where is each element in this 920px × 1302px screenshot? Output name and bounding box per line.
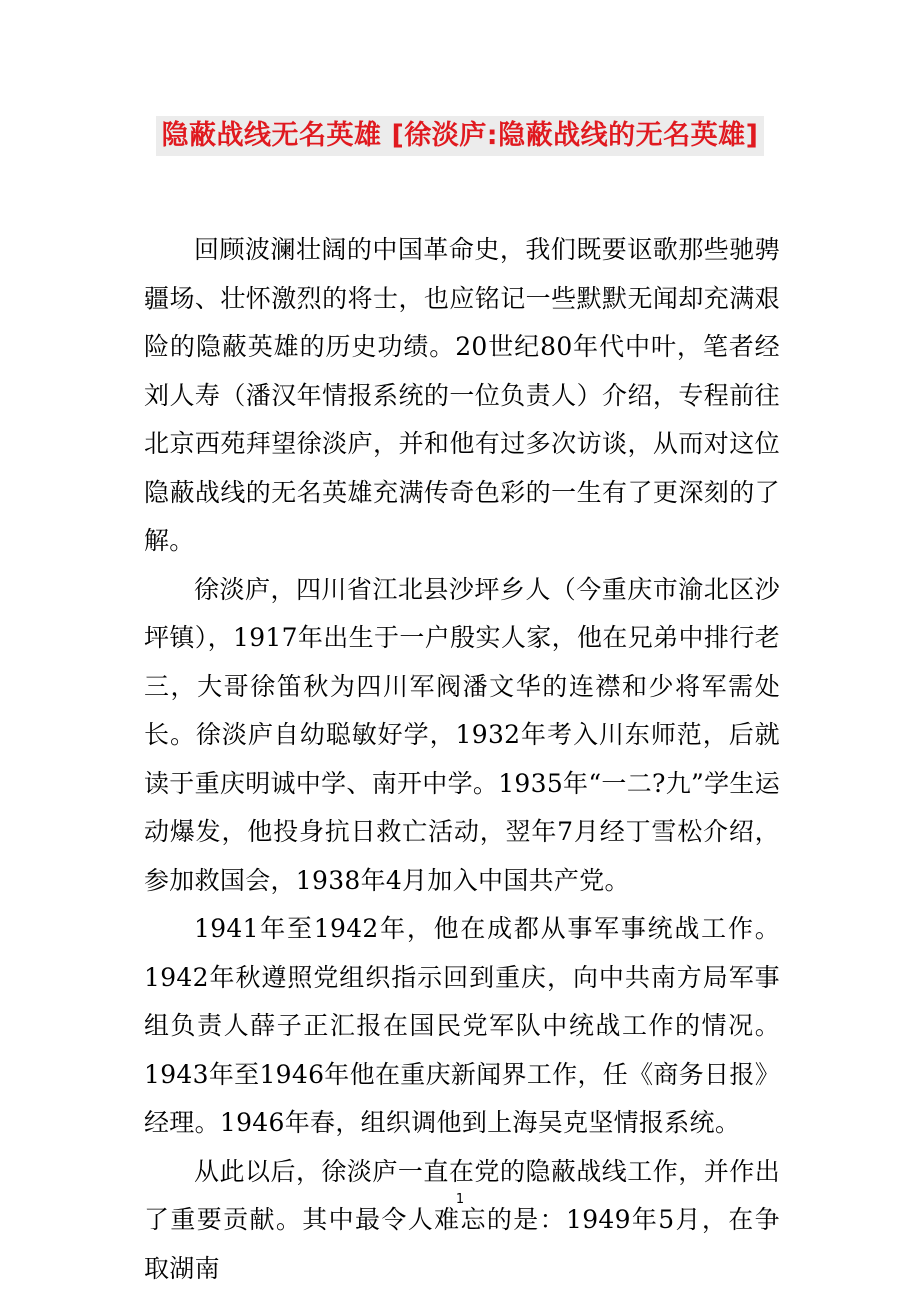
title-container xyxy=(0,116,920,156)
document-body xyxy=(144,226,780,1293)
paragraph: 回顾波澜壮阔的中国革命史，我们既要讴歌那些驰骋疆场、壮怀激烈的将士，也应铭记一些默默无闻却充满艰险的隐蔽英雄的历史功绩。20世纪80年代中叶，笔者经刘人寿（潘汉年情报系统的一位负责人）介绍，专程前往北京西苑拜望徐淡庐，并和他有过多次访谈，从而对这位隐蔽战线的无名英雄充满传奇色彩的一生有了更深刻的了解。 xyxy=(144,235,780,555)
paragraph: 徐淡庐，四川省江北县沙坪乡人（今重庆市渝北区沙坪镇），1917年出生于一户殷实人家，他在兄弟中排行老三，大哥徐笛秋为四川军阀潘文华的连襟和少将军需处长。徐淡庐自幼聪敏好学，1932年考入川东师范，后就读于重庆明诚中学、南开中学。1935年“一二?九”学生运动爆发，他投身抗日救亡活动，翌年7月经丁雪松介绍，参加救国会，1938年4月加入中国共产党。 xyxy=(144,574,780,895)
document-title: 隐蔽战线无名英雄 [徐淡庐:隐蔽战线的无名英雄] xyxy=(156,116,765,156)
paragraph: 从此以后，徐淡庐一直在党的隐蔽战线工作，并作出了重要贡献。其中最令人难忘的是：1949年5月，在争取湖南 xyxy=(144,1156,780,1283)
paragraph: 1941年至1942年，他在成都从事军事统战工作。1942年秋遵照党组织指示回到重庆，向中共南方局军事组负责人薛子正汇报在国民党军队中统战工作的情况。1943年至1946年他在重庆新闻界工作，任《商务日报》经理。1946年春，组织调他到上海吴克坚情报系统。 xyxy=(144,914,780,1137)
page-number: 1 xyxy=(455,1192,465,1207)
